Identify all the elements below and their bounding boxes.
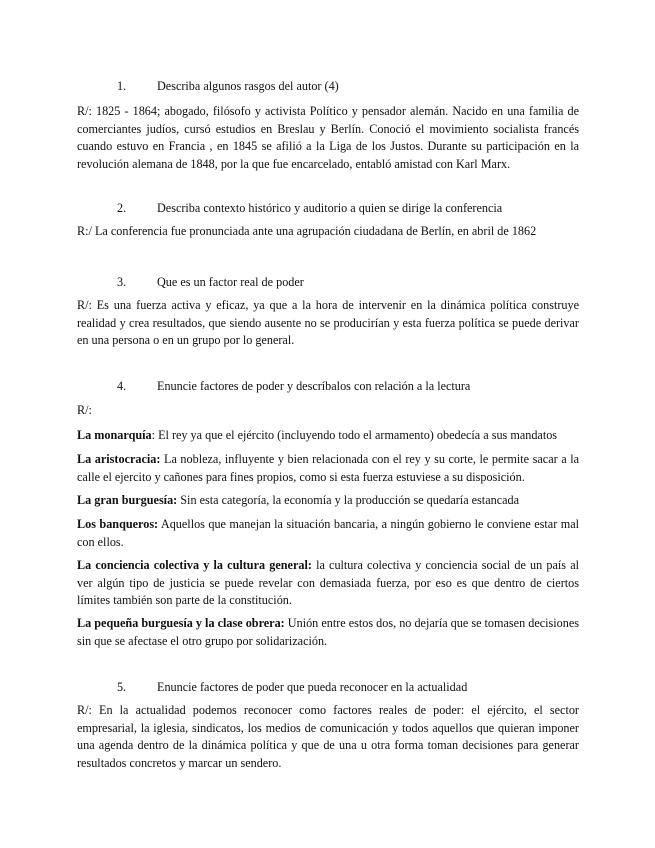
question-number: 4.: [117, 379, 127, 393]
answer-4-intro: R/:: [77, 403, 92, 417]
factor-monarquia: [77, 427, 579, 445]
answer-5: R/: En la actualidad podemos reconocer como factores reales de poder: el ejército, el sector empresarial, la iglesia, sindicatos, los medios de comunicación y todos aquellos que quieran imponer una agenda dentro de la dinámica política y que de una u otra forma toman decisiones para generar resultados concretos y marcar un sendero.: [77, 703, 579, 770]
question-number: 3.: [117, 275, 127, 289]
factor-term: La pequeña burguesía y la clase obrera:: [77, 616, 285, 630]
factor-banqueros: [77, 516, 579, 551]
factor-description: Aquellos que manejan la situación bancaria, a ningún gobierno le conviene estar mal con ellos.: [77, 517, 579, 549]
factor-term: La monarquía: [77, 428, 152, 442]
answer-1: R/: 1825 - 1864; abogado, filósofo y activista Político y pensador alemán. Nacido en una familia de comerciantes judíos, cursó estudios en Breslau y Berlín. Conoció el movimiento socialista francés cuando estuvo en Francia , en 1845 se afilió a la Liga de los Justos. Durante su participación en la revolución alemana de 1848, por la que fue encarcelado, entabló amistad con Karl Marx.: [77, 104, 579, 171]
factor-term: La conciencia colectiva y la cultura general:: [77, 558, 312, 572]
answer-2: R:/ La conferencia fue pronunciada ante una agrupación ciudadana de Berlín, en abril de 1862: [77, 224, 537, 238]
answer-3: R/: Es una fuerza activa y eficaz, ya que a la hora de intervenir en la dinámica política construye realidad y crea resultados, que siendo ausente no se producirían y esta fuerza política se puede derivar en una persona o en un grupo por lo general.: [77, 298, 579, 348]
factor-conciencia-colectiva: [77, 557, 579, 610]
question-number: 5.: [117, 680, 127, 694]
question-number: 2.: [117, 201, 127, 215]
factor-description: Sin esta categoría, la economía y la producción se quedaría estancada: [177, 493, 520, 507]
factor-gran-burguesia: [77, 492, 579, 510]
question-5: [77, 678, 579, 696]
factor-description: El rey ya que el ejército (incluyendo todo el armamento) obedecía a sus mandatos: [155, 428, 558, 442]
question-2: [77, 199, 579, 217]
factor-aristocracia: [77, 451, 579, 486]
question-1: [77, 77, 579, 95]
question-number: 1.: [117, 79, 127, 93]
question-4: [77, 377, 579, 395]
factor-term: Los banqueros:: [77, 517, 159, 531]
factor-separator: :: [151, 428, 156, 442]
factor-description: Unión entre estos dos, no dejaría que se tomasen decisiones sin que se afectase el otro grupo por solidarización.: [77, 616, 579, 648]
question-text: Que es un factor real de poder: [157, 275, 304, 289]
factor-term: La aristocracia:: [77, 452, 161, 466]
factor-description: la cultura colectiva y conciencia social de un país al ver algún tipo de justicia se puede revelar con demasiada fuerza, por eso es que dentro de ciertos límites también son parte de la constitución.: [77, 558, 579, 608]
factor-description: La nobleza, influyente y bien relacionada con el rey y su corte, le permite sacar a la calle el ejercito y cañones para fines propios, como si esta fuerza estuviese a su disposición.: [77, 452, 579, 484]
question-text: Enuncie factores de poder que pueda reconocer en la actualidad: [157, 680, 468, 694]
question-text: Describa algunos rasgos del autor (4): [157, 79, 339, 93]
question-text: Describa contexto histórico y auditorio a quien se dirige la conferencia: [157, 201, 503, 215]
factor-term: La gran burguesía:: [77, 493, 178, 507]
question-text: Enuncie factores de poder y descríbalos con relación a la lectura: [157, 379, 471, 393]
question-3: [77, 273, 579, 291]
factor-pequena-burguesia: [77, 615, 579, 650]
